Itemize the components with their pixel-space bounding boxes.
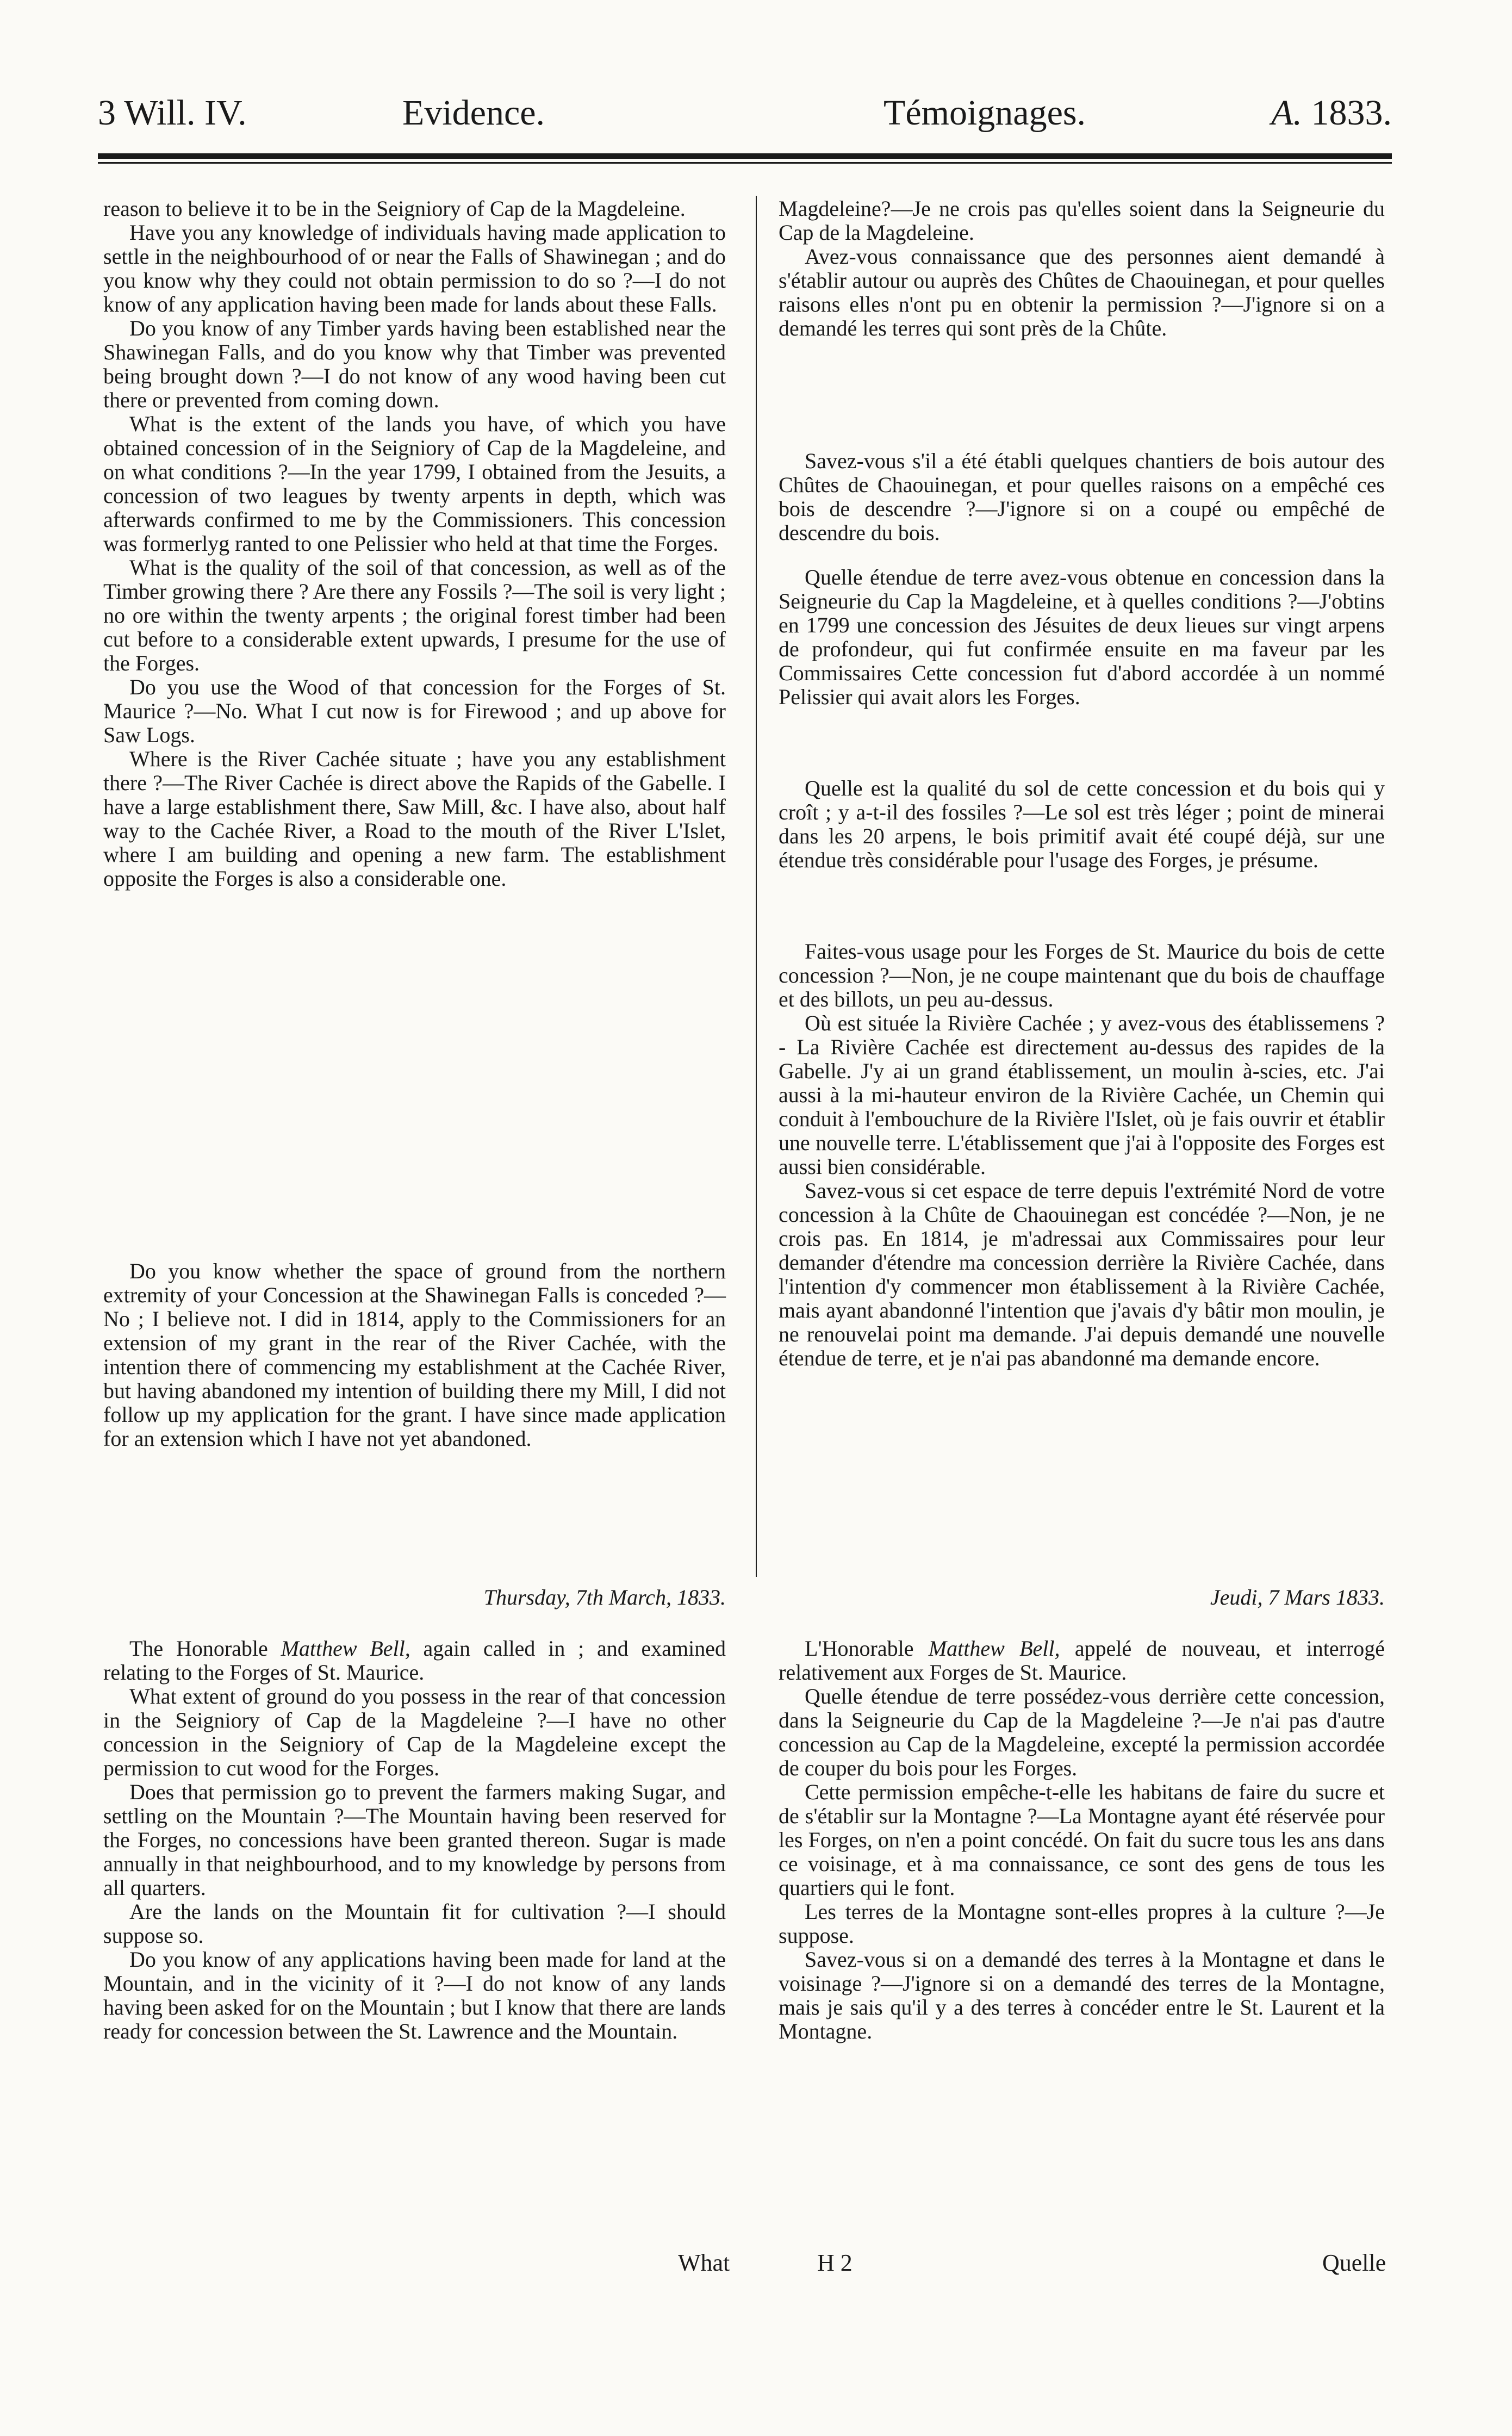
paragraph: reason to believe it to be in the Seigniory of Cap de la Magdeleine. <box>103 196 686 221</box>
paragraph: Does that permission go to prevent the farmers making Sugar, and settling on the Mountain ?—The Mountain having been reserved for the Forges, no concessions have been granted thereon. Sugar is made annually in that neighbourhood, and to my knowledge by persons from all quarters. <box>103 1780 726 1900</box>
paragraph: Avez-vous connaissance que des personnes aient demandé à s'établir autour ou auprès des Chûtes de Chaouinegan, et pour quelles raisons elles n'ont pu en obtenir la permission ?—J'ignore si on a demandé les terres qui sont près de la Chûte. <box>779 244 1385 340</box>
text: again called in ; and examined relating to the Forges of St. Maurice. <box>103 1636 726 1685</box>
title-english: Evidence. <box>402 93 545 133</box>
paragraph: Do you know whether the space of ground from the northern extremity of your Concession at the Shawinegan Falls is conceded ?—No ; I believe not. I did in 1814, apply to the Commissioners for an extension of my grant in the rear of the River Cachée, with the intention there of commencing my establishment at the Cachée River, but having abandoned my intention of building there my Mill, I did not follow up my application for the grant. I have since made application for an extension which I have not yet abandoned. <box>103 1259 726 1451</box>
witness-name: Matthew Bell, <box>928 1636 1060 1661</box>
sitting-date: Thursday, 7th March, 1833. <box>483 1585 726 1609</box>
appendix-letter: A. <box>1271 93 1302 133</box>
paragraph: Les terres de la Montagne sont-elles propres à la culture ?—Je suppose. <box>779 1899 1385 1948</box>
signature-mark: H 2 <box>817 2249 853 2276</box>
paragraph: Savez-vous si cet espace de terre depuis l'extrémité Nord de votre concession à la Chûte de Chaouinegan est concédée ?—Non, je ne crois pas. En 1814, je m'adressai aux Commissaires pour leur demander d'étendre ma concession derrière la Rivière Cachée, dans l'intention d'y commencer mon établissement à la Rivière Cachée, mais ayant abandonné l'intention que j'avais d'y bâtir mon moulin, je ne renouvelai point ma demande. J'ai depuis demandé une nouvelle étendue de terre, et je n'ai pas abandonné ma demande encore. <box>779 1178 1385 1370</box>
paragraph: Magdeleine?—Je ne crois pas qu'elles soient dans la Seigneurie du Cap de la Magdeleine. <box>779 196 1385 245</box>
french-block <box>779 566 1385 709</box>
french-block <box>779 776 1385 872</box>
volume-reference: 3 Will. IV. <box>98 93 247 133</box>
french-block <box>779 449 1385 545</box>
paragraph: Where is the River Cachée situate ; have you any establishment there ?—The River Cachée is direct above the Rapids of the Gabelle. I have a large establishment there, Saw Mill, &c. I have also, about half way to the Cachée River, a Road to the mouth of the River L'Islet, where I am building and opening a new farm. The establishment opposite the Forges is also a considerable one. <box>103 747 726 891</box>
text: appelé de nouveau, et interrogé relativement aux Forges de St. Maurice. <box>779 1636 1385 1685</box>
catchword-left: What <box>678 2249 730 2276</box>
title-french: Témoignages. <box>883 93 1086 133</box>
paragraph: Où est située la Rivière Cachée ; y avez-vous des établissemens ? - La Rivière Cachée est directement au-dessus des rapides de la Gabelle. J'y ai un grand établissement, un moulin à-scies, etc. J'ai aussi à la mi-hauteur environ de la Rivière Cachée, un Chemin qui conduit à l'embouchure de la Rivière l'Islet, où je fais ouvrir et établir une nouvelle terre. L'établissement que j'ai à l'opposite des Forges est aussi bien considérable. <box>779 1011 1385 1179</box>
header-rule-thick <box>98 153 1392 159</box>
catchword-right: Quelle <box>1322 2249 1386 2276</box>
paragraph: Quelle est la qualité du sol de cette concession et du bois qui y croît ; y a-t-il des fossiles ?—Le sol est très léger ; point de minerai dans les 20 arpens, le bois primitif avait été coupé déjà, sur une étendue très considérable pour l'usage des Forges, je présume. <box>779 776 1385 872</box>
paragraph: Cette permission empêche-t-elle les habitans de faire du sucre et de s'établir sur la Montagne ?—La Montagne ayant été réservée pour les Forges, on n'en a point concédé. On fait du sucre tous les ans dans ce voisinage, et à ma connaissance, ce sont des gens de tous les quartiers qui le font. <box>779 1780 1385 1900</box>
text: The Honorable <box>129 1636 281 1661</box>
paragraph: Are the lands on the Mountain fit for cultivation ?—I should suppose so. <box>103 1899 726 1948</box>
paragraph: Quelle étendue de terre possédez-vous derrière cette concession, dans la Seigneurie du Cap de la Magdeleine ?—Je n'ai pas d'autre concession au Cap de la Magdeleine, excepté la permission accordée de couper du bois pour les Forges. <box>779 1684 1385 1780</box>
header-rule-thin <box>98 162 1392 164</box>
year: 1833. <box>1311 93 1392 133</box>
english-column-bottom <box>103 1586 726 2043</box>
paragraph: What extent of ground do you possess in the rear of that concession in the Seigniory of Cap de la Magdeleine ?—I have no other concession in the Seigniory of Cap de la Magdeleine except the permission to cut wood for the Forges. <box>103 1684 726 1780</box>
paragraph: Have you any knowledge of individuals having made application to settle in the neighbourhood of or near the Falls of Shawinegan ; and do you know why they could not obtain permission to do so ?—I do not know of any application having been made for lands about these Falls. <box>103 220 726 316</box>
appendix-year <box>1271 92 1392 134</box>
paragraph: Do you use the Wood of that concession for the Forges of St. Maurice ?—No. What I cut now is for Firewood ; and up above for Saw Logs. <box>103 675 726 747</box>
running-header <box>98 92 1392 141</box>
french-column-bottom <box>779 1586 1385 2043</box>
english-column-middle <box>103 1259 726 1451</box>
paragraph <box>103 1637 726 1685</box>
french-block <box>779 940 1385 1370</box>
english-column-top <box>103 197 726 891</box>
paragraph <box>779 1637 1385 1685</box>
column-divider <box>756 196 757 1577</box>
paragraph: Do you know of any Timber yards having been established near the Shawinegan Falls, and do you know why that Timber was prevented being brought down ?—I do not know of any wood having been cut there or prevented from coming down. <box>103 316 726 412</box>
text: L'Honorable <box>805 1636 929 1661</box>
paragraph: What is the quality of the soil of that concession, as well as of the Timber growing there ? Are there any Fossils ?—The soil is very light ; no ore within the twenty arpents ; the original forest timber had been cut before to a considerable extent upwards, I presume for the use of the Forges. <box>103 555 726 675</box>
paragraph: Savez-vous si on a demandé des terres à la Montagne et dans le voisinage ?—J'ignore si on a demandé des terres de la Montagne, mais je sais qu'il y a des terres à concéder entre le St. Laurent et la Montagne. <box>779 1947 1385 2043</box>
paragraph: What is the extent of the lands you have, of which you have obtained concession of in the Seigniory of Cap de la Magdeleine, and on what conditions ?—In the year 1799, I obtained from the Jesuits, a concession of two leagues by twenty arpents in depth, which was afterwards confirmed to me by the Commissioners. This concession was formerlyg ranted to one Pelissier who held at that time the Forges. <box>103 412 726 556</box>
paragraph: Do you know of any applications having been made for land at the Mountain, and in the vicinity of it ?—I do not know of any lands having been asked for on the Mountain ; but I know that there are lands ready for concession between the St. Lawrence and the Mountain. <box>103 1947 726 2043</box>
french-column-top <box>779 197 1385 340</box>
witness-name: Matthew Bell, <box>281 1636 410 1661</box>
paragraph: Faites-vous usage pour les Forges de St. Maurice du bois de cette concession ?—Non, je ne coupe maintenant que du bois de chauffage et des billots, un peu au-dessus. <box>779 939 1385 1011</box>
paragraph: Savez-vous s'il a été établi quelques chantiers de bois autour des Chûtes de Chaouinegan, et pour quelles raisons on a empêché ces bois de descendre ?—J'ignore si on a coupé ou empêché de descendre du bois. <box>779 449 1385 545</box>
sitting-date: Jeudi, 7 Mars 1833. <box>1210 1585 1385 1609</box>
paragraph: Quelle étendue de terre avez-vous obtenue en concession dans la Seigneurie du Cap la Magdeleine, et à quelles conditions ?—J'obtins en 1799 une concession des Jésuites de deux lieues sur vingt arpens de profondeur, qui fut confirmée ensuite en ma faveur par les Commissaires Cette concession fut d'abord accordée à un nommé Pelissier qui avait alors les Forges. <box>779 565 1385 709</box>
